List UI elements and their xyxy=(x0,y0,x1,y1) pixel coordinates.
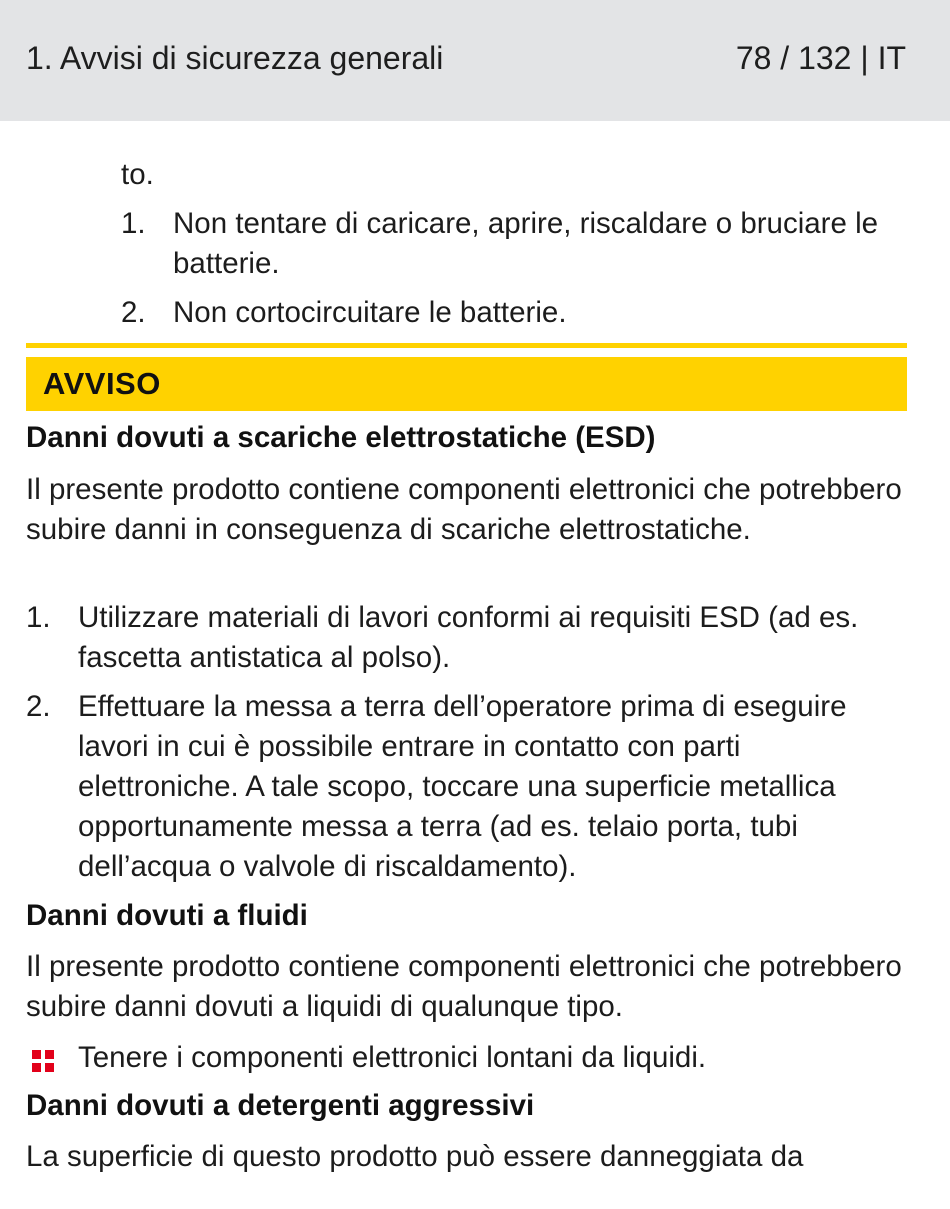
continued-text: to. xyxy=(121,158,154,191)
page-header xyxy=(0,0,950,121)
section-title: 1. Avvisi di sicurezza generali xyxy=(26,40,444,76)
esd-intro: Il presente prodotto contiene componenti elettronici che potrebbero subire danni in conseguenza di scariche elettrostatiche. xyxy=(26,473,902,546)
notice-label: AVVISO xyxy=(43,366,161,401)
page-number: 78 / 132 | IT xyxy=(735,40,906,76)
fluids-heading: Danni dovuti a fluidi xyxy=(26,899,308,932)
fluids-intro: Il presente prodotto contiene componenti elettronici che potrebbero subire danni dovuti a liquidi di qualunque tipo. xyxy=(26,950,902,1023)
list-item-number: 1. xyxy=(121,207,146,240)
battery-instructions-list xyxy=(121,204,891,342)
list-item-text: Non cortocircuitare le batterie. xyxy=(173,296,567,329)
list-item-number: 1. xyxy=(26,601,51,634)
bullet-text: Tenere i componenti elettronici lontani da liquidi. xyxy=(78,1041,707,1074)
fluids-bullet xyxy=(26,1038,906,1078)
detergents-intro: La superficie di questo prodotto può essere danneggiata da xyxy=(26,1140,804,1173)
list-item-text: Non tentare di caricare, aprire, riscaldare o bruciare le batterie. xyxy=(173,207,879,280)
list-item xyxy=(121,293,891,333)
list-item-text: Utilizzare materiali di lavori conformi ai requisiti ESD (ad es. fascetta antistatica al polso). xyxy=(78,601,859,674)
list-item xyxy=(26,687,908,887)
list-item-number: 2. xyxy=(26,690,51,723)
esd-steps-list xyxy=(26,598,908,896)
detergents-heading: Danni dovuti a detergenti aggressivi xyxy=(26,1089,535,1122)
list-item xyxy=(121,204,891,284)
esd-heading: Danni dovuti a scariche elettrostatiche (ESD) xyxy=(26,421,656,454)
notice-banner xyxy=(26,357,907,411)
list-item-text: Effettuare la messa a terra dell’operatore prima di eseguire lavori in cui è possibile entrare in contatto con parti elettroniche. A tale scopo, toccare una superficie metallica opportunamente messa a terra (ad es. telaio porta, tubi dell’acqua o valvole di riscaldamento). xyxy=(78,690,847,883)
notice-top-rule xyxy=(26,343,907,348)
red-four-squares-icon xyxy=(32,1050,54,1072)
list-item-number: 2. xyxy=(121,296,146,329)
list-item xyxy=(26,598,908,678)
